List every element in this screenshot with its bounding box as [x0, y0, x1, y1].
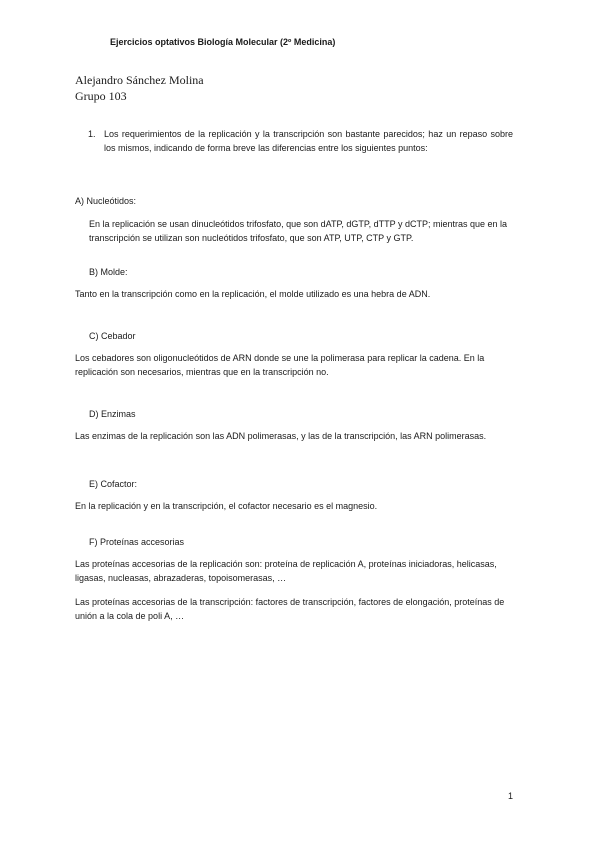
section-text-molde: Tanto en la transcripción como en la replicación, el molde utilizado es una hebra de ADN.: [75, 289, 431, 299]
page-number: 1: [508, 791, 514, 801]
section-text-nucleotidos: En la replicación se usan dinucleótidos trifosfato, que son dATP, dGTP, dTTP y dCTP; mientras que en la transcripción se utilizan son nucleótidos trifosfato, que son ATP, UTP, CTP y GTP.: [89, 219, 508, 243]
section-heading-cebador: C) Cebador: [89, 331, 136, 341]
section-heading-molde: B) Molde:: [89, 267, 128, 277]
question-number: 1.: [88, 129, 96, 139]
question-text: Los requerimientos de la replicación y la transcripción son bastante parecidos; haz un repaso sobre los mismos, indicando de forma breve las diferencias entre los siguientes puntos:: [104, 129, 513, 153]
section-text-cofactor: En la replicación y en la transcripción, el cofactor necesario es el magnesio.: [75, 501, 378, 511]
section-heading-nucleotidos: A) Nucleótidos:: [75, 196, 137, 206]
section-text-proteinas-transcripcion: Las proteínas accesorias de la transcripción: factores de transcripción, factores de elongación, proteínas de unión a la cola de poli A, …: [75, 597, 505, 621]
section-text-cebador: Los cebadores son oligonucleótidos de ARN donde se une la polimerasa para replicar la cadena. En la replicación son necesarios, mientras que en la transcripción no.: [75, 353, 485, 377]
section-text-proteinas-replicacion: Las proteínas accesorias de la replicación son: proteína de replicación A, proteínas iniciadoras, helicasas, ligasas, nucleasas, abrazaderas, topoisomerasas, …: [75, 559, 497, 583]
section-heading-cofactor: E) Cofactor:: [89, 479, 138, 489]
section-text-enzimas: Las enzimas de la replicación son las ADN polimerasas, y las de la transcripción, las ARN polimerasas.: [75, 431, 487, 441]
section-heading-enzimas: D) Enzimas: [89, 409, 136, 419]
author-name: Alejandro Sánchez Molina: [75, 73, 204, 87]
author-group: Grupo 103: [75, 89, 127, 103]
section-heading-proteinas: F) Proteínas accesorias: [89, 537, 185, 547]
document-header: Ejercicios optativos Biología Molecular (2º Medicina): [110, 37, 336, 47]
